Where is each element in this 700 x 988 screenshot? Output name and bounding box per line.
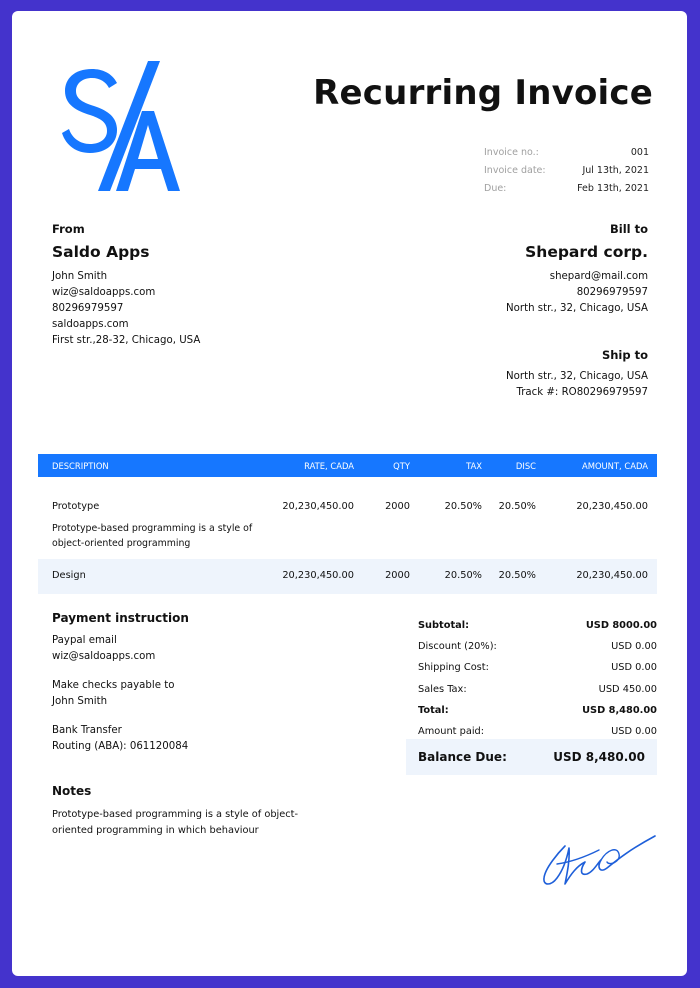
shipping-label: Shipping Cost: xyxy=(418,662,489,674)
meta-label: Invoice date: xyxy=(484,165,546,176)
total-value: USD 8,480.00 xyxy=(582,704,657,716)
from-line: John Smith xyxy=(52,271,108,282)
from-line: 80296979597 xyxy=(52,303,124,314)
item-amount: 20,230,450.00 xyxy=(576,570,648,581)
from-line: saldoapps.com xyxy=(52,319,129,330)
payment-section xyxy=(52,611,352,755)
items-table xyxy=(38,454,657,594)
table-row xyxy=(38,559,657,594)
bank-block xyxy=(52,723,352,755)
bill-to-section xyxy=(398,222,648,317)
discount-row xyxy=(418,636,657,657)
notes-text: Prototype-based programming is a style of object-oriented programming in which behaviour xyxy=(52,809,299,836)
sales-tax-row xyxy=(418,679,657,700)
ship-to-line: Track #: RO80296979597 xyxy=(516,387,648,398)
item-details: Prototype-based programming is a style of object-oriented programming xyxy=(52,523,253,549)
paypal-label: Paypal email xyxy=(52,635,117,646)
shipping-value: USD 0.00 xyxy=(611,662,657,674)
signature xyxy=(537,816,667,896)
total-label: Total: xyxy=(418,704,449,716)
paypal-block xyxy=(52,633,352,665)
ship-to-label: Ship to xyxy=(601,348,648,362)
total-row xyxy=(418,700,657,721)
checks-block xyxy=(52,678,352,710)
notes-section xyxy=(52,784,322,839)
company-logo xyxy=(62,61,182,191)
item-disc: 20.50% xyxy=(498,501,536,512)
meta-label: Invoice no.: xyxy=(484,147,539,158)
totals-section xyxy=(418,615,657,742)
bank-routing: Routing (ABA): 061120084 xyxy=(52,741,189,752)
ship-to-section xyxy=(398,348,648,401)
item-qty: 2000 xyxy=(385,501,410,512)
from-company: Saldo Apps xyxy=(52,243,150,261)
ship-to-line: North str., 32, Chicago, USA xyxy=(506,371,648,382)
invoice-number-row xyxy=(484,144,649,162)
col-disc-header: DISC xyxy=(515,461,536,471)
balance-due-box xyxy=(406,739,657,775)
discount-label: Discount (20%): xyxy=(418,641,497,653)
col-description-header: DESCRIPTION xyxy=(52,461,109,471)
col-tax-header: TAX xyxy=(466,461,482,471)
item-disc: 20.50% xyxy=(498,570,536,581)
meta-value: Jul 13th, 2021 xyxy=(582,165,649,176)
invoice-page xyxy=(12,11,687,976)
invoice-date-row xyxy=(484,162,649,180)
shipping-row xyxy=(418,657,657,678)
bill-to-line: North str., 32, Chicago, USA xyxy=(506,303,648,314)
meta-value: 001 xyxy=(630,147,649,158)
invoice-title: Recurring Invoice xyxy=(313,73,653,113)
ship-to-details xyxy=(398,369,648,401)
checks-payee: John Smith xyxy=(52,696,108,707)
from-line: First str.,28-32, Chicago, USA xyxy=(52,335,201,346)
due-date-row xyxy=(484,180,649,198)
payment-title: Payment instruction xyxy=(52,611,189,625)
paypal-email: wiz@saldoapps.com xyxy=(52,651,156,662)
item-amount: 20,230,450.00 xyxy=(576,501,648,512)
amount-paid-value: USD 0.00 xyxy=(611,725,657,737)
table-row xyxy=(38,477,657,547)
meta-label: Due: xyxy=(484,183,507,194)
bill-to-line: 80296979597 xyxy=(576,287,648,298)
bank-label: Bank Transfer xyxy=(52,725,122,736)
from-label: From xyxy=(52,222,85,236)
balance-due-label: Balance Due: xyxy=(418,750,507,764)
from-details xyxy=(52,269,302,349)
table-header xyxy=(38,454,657,477)
col-qty-header: QTY xyxy=(393,461,410,471)
item-rate: 20,230,450.00 xyxy=(282,501,354,512)
sales-tax-label: Sales Tax: xyxy=(418,683,467,695)
item-description: Prototype xyxy=(52,501,100,512)
bill-to-company: Shepard corp. xyxy=(525,243,648,261)
discount-value: USD 0.00 xyxy=(611,641,657,653)
bill-to-details xyxy=(398,269,648,317)
amount-paid-label: Amount paid: xyxy=(418,725,485,737)
balance-due-value: USD 8,480.00 xyxy=(553,750,645,764)
subtotal-value: USD 8000.00 xyxy=(585,620,657,631)
item-tax: 20.50% xyxy=(444,501,482,512)
invoice-meta xyxy=(484,144,649,198)
item-rate: 20,230,450.00 xyxy=(282,570,354,581)
subtotal-row xyxy=(418,615,657,636)
item-description: Design xyxy=(52,570,86,581)
sales-tax-value: USD 450.00 xyxy=(598,683,657,695)
bill-to-line: shepard@mail.com xyxy=(549,271,648,282)
item-qty: 2000 xyxy=(385,570,410,581)
from-section xyxy=(52,222,302,349)
bill-to-label: Bill to xyxy=(610,222,648,236)
meta-value: Feb 13th, 2021 xyxy=(577,183,649,194)
checks-label: Make checks payable to xyxy=(52,680,175,691)
notes-title: Notes xyxy=(52,784,92,798)
col-amount-header: AMOUNT, CADA xyxy=(582,461,648,471)
item-tax: 20.50% xyxy=(444,570,482,581)
from-line: wiz@saldoapps.com xyxy=(52,287,156,298)
subtotal-label: Subtotal: xyxy=(418,620,470,631)
col-rate-header: RATE, CADA xyxy=(304,461,354,471)
